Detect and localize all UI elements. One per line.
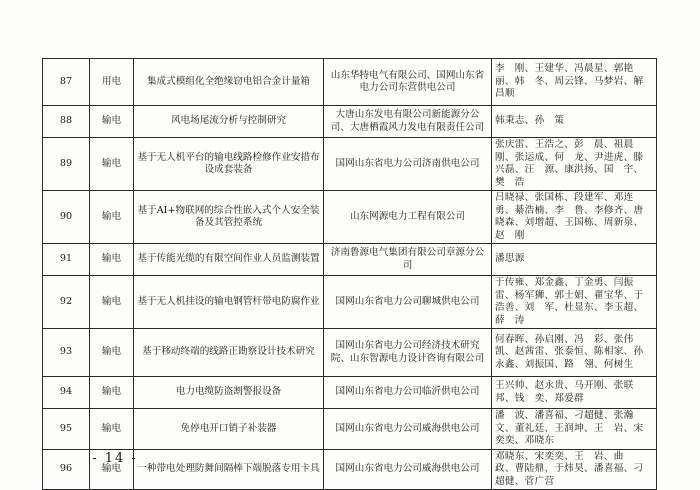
project-title: 集成式模组化全绝缘窃电铝合金计量箱 [134,59,324,106]
row-category: 输电 [90,329,134,377]
team-members: 张庆雷、王浩之、彭 晨、祖晨刚、张运成、何 龙、尹进虎、滕兴磊、汪 源、康洪扬、国 宇、樊 浩 [492,138,657,191]
organization: 山东网源电力工程有限公司 [324,191,492,244]
team-members: 何春晖、孙启刚、冯 彩、张伟凯、赵茜雷、张泰恒、陈相家、孙永鑫、刘振国、路 翎、何树生 [492,329,657,377]
table-row [43,59,657,106]
row-category: 输电 [90,377,134,409]
row-number: 91 [43,244,90,276]
team-members: 李 刚、王建华、冯晨星、郭艳丽、韩 冬、周云锋、马梦岩、解昌顺 [492,59,657,106]
row-category: 输电 [90,409,134,450]
project-title: 电力电缆防盗割警报设备 [134,377,324,409]
project-title: 免停电开口销子补装器 [134,409,324,450]
row-number: 92 [43,276,90,329]
row-category: 输电 [90,449,134,490]
project-title: 基于AI+物联网的综合性嵌入式个人安全装备及其管控系统 [134,191,324,244]
table-row [43,138,657,191]
table-row [43,409,657,450]
team-members: 邓晓东、宋奕奕、王 岩、曲 政、曹陆鼎、于炜昊、潘喜福、刁超健、菅广营 [492,449,657,490]
project-title: 基于移动终端的线路正勘察设计技术研究 [134,329,324,377]
team-members: 吕晓禄、张国栋、段建军、邓连勇、綦浩楠、李 鲁、李修齐、唐晓森、刘增超、王国栋、周新泉、赵 刚 [492,191,657,244]
organization: 山东华特电气有限公司、国网山东省电力公司东营供电公司 [324,59,492,106]
row-number: 90 [43,191,90,244]
team-members: 韩秉志、孙 策 [492,106,657,138]
team-members: 潘思源 [492,244,657,276]
row-number: 88 [43,106,90,138]
team-members: 潘 波、潘喜福、刁超健、张瀚文、董礼廷、王润坤、王 岩、宋奕奕、邓晓东 [492,409,657,450]
table-row [43,244,657,276]
row-category: 输电 [90,276,134,329]
project-title: 基于无人机挂设的输电钢管杆带电防腐作业 [134,276,324,329]
row-number: 96 [43,449,90,490]
table-row [43,106,657,138]
row-number: 87 [43,59,90,106]
team-members: 王兴帅、赵永贵、马开刚、张联邦、钱 奕、郑爱群 [492,377,657,409]
organization: 国网山东省电力公司威海供电公司 [324,449,492,490]
organization: 国网山东省电力公司济南供电公司 [324,138,492,191]
organization: 大唐山东发电有限公司新能源分公司、大唐栖霞风力发电有限责任公司 [324,106,492,138]
project-title: 一种带电处理防舞间隔棒下端脱落专用卡具 [134,449,324,490]
row-category: 输电 [90,138,134,191]
row-number: 94 [43,377,90,409]
table-row [43,276,657,329]
project-title: 风电场尾流分析与控制研究 [134,106,324,138]
organization: 国网山东省电力公司聊城供电公司 [324,276,492,329]
row-number: 89 [43,138,90,191]
awards-table [42,58,657,490]
page-number: - 14 - [92,451,138,466]
row-number: 95 [43,409,90,450]
table-row [43,329,657,377]
row-category: 用电 [90,59,134,106]
organization: 济南鲁源电气集团有限公司章源分公司 [324,244,492,276]
row-category: 输电 [90,244,134,276]
row-number: 93 [43,329,90,377]
organization: 国网山东省电力公司经济技术研究院、山东智源电力设计咨询有限公司 [324,329,492,377]
table-row [43,377,657,409]
team-members: 于传雍、郑金鑫、丁金勇、闫振雷、杨军狮、郭士娟、翟宝华、于浩善、刘 军、杜显东、李玉超、薛 涛 [492,276,657,329]
project-title: 基于传能光缆的有限空间作业人员监测装置 [134,244,324,276]
row-category: 输电 [90,106,134,138]
table-row [43,191,657,244]
row-category: 输电 [90,191,134,244]
project-title: 基于无人机平台的输电线路检修作业安措布设成套装备 [134,138,324,191]
organization: 国网山东省电力公司临沂供电公司 [324,377,492,409]
organization: 国网山东省电力公司威海供电公司 [324,409,492,450]
